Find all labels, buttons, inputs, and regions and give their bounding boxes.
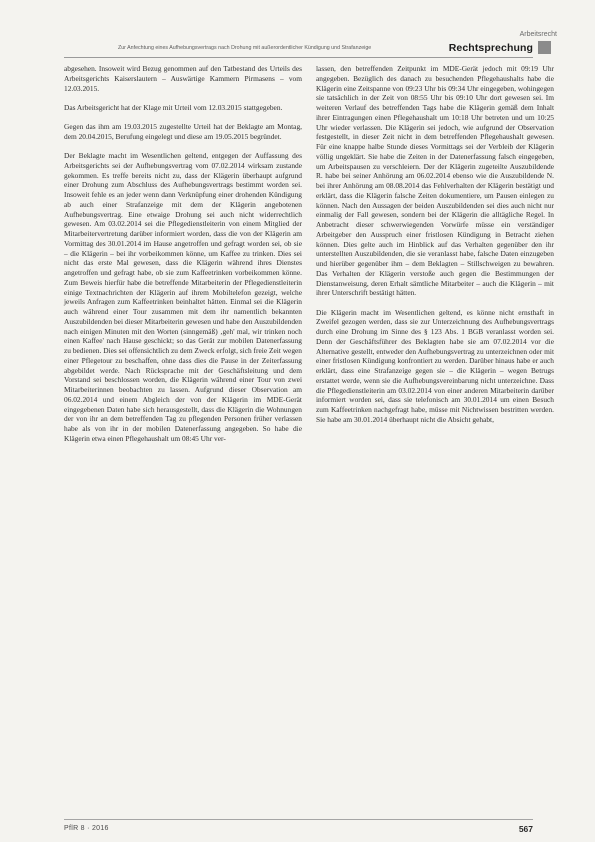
section-marker [538, 41, 551, 54]
section-title: Rechtsprechung [448, 42, 533, 54]
paragraph: abgesehen. Insoweit wird Bezug genommen auf den Tatbestand des Urteils des Arbeitsgerichts Kaiserslautern – Auswärtige Kammern Pirmasens – vom 12.03.2015. [64, 64, 302, 93]
paragraph: lassen, den betreffenden Zeitpunkt im MDE-Gerät jedoch mit 09:19 Uhr angegeben. Bezüglich des danach zu besuchenden Pflegehaushalts habe die Klägerin eine Zeitspanne von 09:23 Uhr bis 09:34 Uhr eingegeben, wohingegen sie tatsächlich in der Zeit von 08:55 Uhr bis 09:10 Uhr dort gewesen sei. Im weiteren Verlauf des betreffenden Tags habe die Klägerin gemäß dem Inhalt ihrer Eintragungen einen Pflegehaushalt um 10:18 Uhr betreten und um 10:25 Uhr wieder verlassen. Die Klägerin sei jedoch, wie aufgrund der Observation festgestellt, in dieser Zeit nicht in dem betreffenden Pflegehaushalt gewesen. Für eine knappe halbe Stunde dieses Vormittags sei der Verbleib der Klägerin völlig ungeklärt. Sie habe die Zeiten in der Datenerfassung falsch eingegeben, um Arbeitspausen zu verschleiern. Der der Klägerin zugeteilte Auszubildende R. habe bei seiner Anhörung am 06.02.2014 ebenso wie die Auszubildende N. bei ihrer Anhörung am 08.08.2014 das Fehlverhalten der Klägerin bestätigt und erklärt, dass die Klägerin falsche Zeiten dokumentiere, um Pausen einlegen zu können. Nach den Aussagen der beiden Auszubildenden sei dies auch nicht nur einmalig der Fall gewesen, sondern bei der Klägerin die alltägliche Regel. In Anbetracht dieser schwerwiegenden Vorwürfe müsse ein verständiger Arbeitgeber den Ausspruch einer fristlosen Kündigung in Betracht ziehen können. Dies gelte auch im Hinblick auf das Verhalten gegenüber den ihr unterstellten Auszubildenden, die sie veranlasst habe, falsche Daten einzugeben und hierüber gegenüber ihm – dem Beklagten – Stillschweigen zu bewahren. Das Verhalten der Klägerin verstoße auch gegen die Bestimmungen der Dienstanweisung, deren Erhalt sämtliche Mitarbeiter – auch die Klägerin – mit ihrer Unterschrift bestätigt hätten. [316, 64, 554, 298]
journal-citation: PflR 8 · 2016 [64, 825, 109, 832]
top-label: Arbeitsrecht [519, 31, 557, 38]
header-rule [64, 57, 533, 58]
paragraph: Das Arbeitsgericht hat der Klage mit Urteil vom 12.03.2015 stattgegeben. [64, 102, 283, 112]
footer-rule [64, 819, 533, 820]
right-column [316, 64, 554, 434]
left-column [64, 64, 302, 453]
running-head: Zur Anfechtung eines Aufhebungsvertrags nach Drohung mit außerordentlicher Kündigung und Strafanzeige [118, 45, 372, 51]
page-number: 567 [518, 824, 533, 834]
paragraph: Der Beklagte macht im Wesentlichen geltend, entgegen der Auffassung des Arbeitsgerichts sei der Aufhebungsvertrag vom 07.02.2014 wirksam zustande gekommen. Es treffe bereits nicht zu, dass der Klägerin überhaupt aufgrund einer Drohung zum Abschluss des Aufhebungsvertrags bestimmt worden sei. Insoweit fehle es an jeder wenn dann Verknüpfung einer drohenden Kündigung ab auch einer Strafanzeige mit dem der Klägerin angebotenen Aufhebungsvertrag. Eine etwaige Drohung sei auch nicht widerrechtlich gewesen. Am 03.02.2014 sei die Pflegedienstleiterin von einem Mitglied der Mitarbeitervertretung darüber informiert worden, dass die von der Klägerin am Vormittag des 30.01.2014 im Hause angetroffen und gefragt worden sei, ob sie – die Klägerin – bei ihr vorbeikommen könne, um Kaffee zu trinken. Dies sei nicht das erste Mal gewesen, dass die Klägerin während ihres Dienstes angetroffen und gefragt habe, ob sie zum Kaffeetrinken vorbeikommen könne. Zum Beweis hierfür habe die betreffende Mitarbeiterin der Pflegedienstleiterin einige Textnachrichten der Klägerin auf ihrem Mobiltelefon gezeigt, welche jeweils Anfragen zum Kaffeetrinken beinhaltet hätten. Einmal sei die Klägerin auch während einer Tour zusammen mit dem ihr namentlich bekannten Auszubildenden bei dieser Mitarbeiterin gewesen und habe den Auszubildenden nach einigen Minuten mit den Worten (sinngemäß) ‚geh' mal, wir trinken noch einen Kaffee' nach Hause geschickt; so das Gerät zur mobilen Datenerfassung zu bedienen. Dies sei offensichtlich zu dem Zweck erfolgt, sich freie Zeit wegen einer Pflegetour zu beschaffen, ohne dass dies die Pause in der Zeiterfassung abgebildet werde. Nach Rücksprache mit der Geschäftsleitung und dem Vorstand sei beschlossen worden, die Klägerin während einer Tour von zwei Mitarbeiterinnen beobachten zu lassen. Aufgrund dieser Observation am 06.02.2014 und einem Abgleich der von der Klägerin im MDE-Gerät eingegebenen Daten habe sich herausgestellt, dass die Klägerin die Wohnungen der von ihr an dem betreffenden Tag zu pflegenden Personen früher verlassen habe als von ihr in der mobilen Datenerfassung angegeben. So habe die Klägerin etwa einen Pflegehaushalt um 08:45 Uhr ver- [64, 151, 302, 443]
paragraph: Die Klägerin macht im Wesentlichen geltend, es könne nicht ernsthaft in Zweifel gezogen werden, dass sie zur Unterzeichnung des Aufhebungsvertrags durch eine Drohung im Sinne des § 123 Abs. 1 BGB veranlasst worden sei. Denn der Geschäftsführer des Beklagten habe sie am 07.02.2014 vor die Alternative gestellt, entweder den Aufhebungsvertrag zu unterzeichnen oder mit einer fristlosen Kündigung konfrontiert zu werden. Darüber hinaus habe er auch erklärt, dass eine Strafanzeige gegen sie – die Klägerin – wegen Betrugs erstattet werde, wenn sie die Aufhebungsvereinbarung nicht unterzeichne. Dass die Pflegedienstleiterin am 03.02.2014 von einer anderen Mitarbeiterin darüber informiert worden sei, dass sie telefonisch am 30.01.2014 um einen Besuch zum Kaffeetrinken nachgefragt habe, müsse mit Nichtwissen bestritten werden. Sie habe am 30.01.2014 überhaupt nicht die Absicht gehabt, [316, 307, 554, 424]
paragraph: Gegen das ihm am 19.03.2015 zugestellte Urteil hat der Beklagte am Montag, dem 20.04.2015, Berufung eingelegt und diese am 19.05.2015 begründet. [64, 122, 302, 141]
